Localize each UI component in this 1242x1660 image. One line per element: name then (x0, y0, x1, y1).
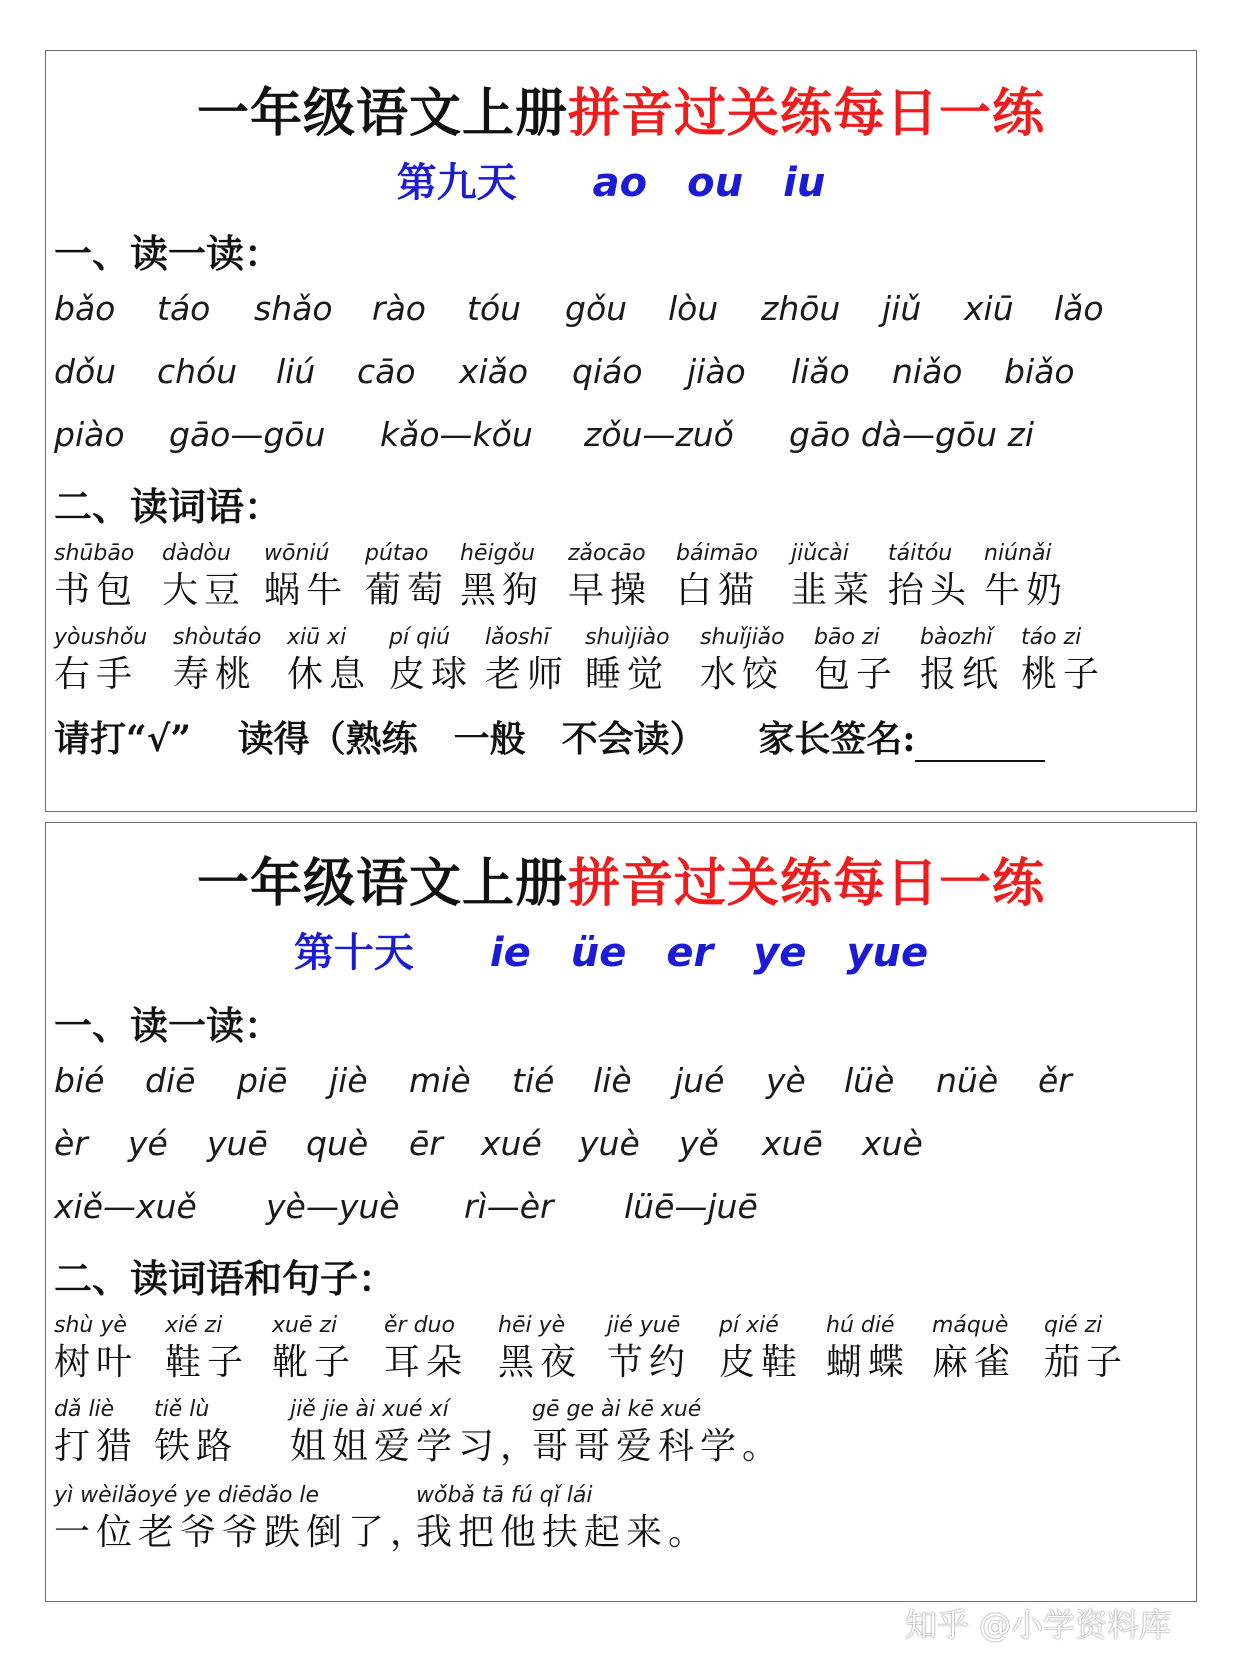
word-hanzi: 大豆 (162, 570, 247, 611)
word-pinyin: qié zi (1044, 1313, 1103, 1338)
pinyin-syllable: chóu (157, 352, 238, 391)
signature-line[interactable] (915, 726, 1045, 762)
word-pinyin: jiǔcài (791, 541, 849, 566)
word-hanzi: 靴子 (272, 1342, 357, 1383)
word-hanzi: 休息 (287, 654, 372, 695)
word-hanzi: 皮球 (389, 654, 474, 695)
day10-title-black: 一年级语文上册 (196, 853, 568, 914)
pinyin-syllable: miè (409, 1061, 471, 1100)
word-item (826, 1311, 910, 1385)
word-item (607, 1311, 691, 1385)
pinyin-syllable: què (306, 1124, 369, 1163)
word-hanzi: 水饺 (700, 654, 785, 695)
pinyin-syllable: xuē (762, 1124, 823, 1163)
pinyin-syllable: lǎo (1054, 289, 1104, 328)
word-hanzi: 黑狗 (460, 570, 545, 611)
word-item (389, 623, 473, 697)
pinyin-syllable: liú (276, 352, 316, 391)
pinyin-syllable: shǎo (254, 289, 333, 328)
word-item (568, 539, 652, 613)
pinyin-pair: gāo—gōu (169, 415, 326, 454)
day9-card (45, 50, 1197, 812)
word-item (384, 1311, 468, 1385)
word-pinyin: pí xié (719, 1313, 779, 1338)
day9-footer (54, 711, 1045, 762)
word-item (700, 623, 785, 697)
day9-rime: ao (592, 160, 648, 206)
word-hanzi: 皮鞋 (719, 1342, 804, 1383)
day9-rime: iu (783, 160, 826, 206)
word-hanzi: 一位老爷爷跌倒了， (54, 1512, 433, 1553)
pinyin-syllable: liè (593, 1061, 632, 1100)
word-pinyin: bàozhǐ (920, 625, 993, 650)
word-item (165, 1311, 249, 1385)
pinyin-syllable: ēr (409, 1124, 443, 1163)
word-item (264, 539, 348, 613)
pinyin-syllable: nüè (936, 1061, 999, 1100)
word-pinyin: hú dié (826, 1313, 895, 1338)
word-hanzi: 葡萄 (365, 570, 450, 611)
day10-rime: yue (846, 930, 929, 976)
word-hanzi: 右手 (54, 654, 139, 695)
word-hanzi: 白猫 (676, 570, 761, 611)
pinyin-syllable: èr (54, 1124, 88, 1163)
word-hanzi: 寿桃 (173, 654, 258, 695)
word-item (54, 1311, 138, 1385)
pinyin-syllable: piē (237, 1061, 288, 1100)
word-pinyin: shūbāo (54, 541, 135, 566)
word-pinyin: pútao (365, 541, 429, 566)
word-item (460, 539, 544, 613)
word-pinyin: gē ge ài kē xué (532, 1397, 702, 1422)
word-pinyin: zǎocāo (568, 541, 646, 566)
word-hanzi: 蝴蝶 (826, 1342, 911, 1383)
pinyin-syllable: ěr (1038, 1061, 1072, 1100)
pinyin-syllable: yuē (207, 1124, 268, 1163)
word-item (814, 623, 898, 697)
day10-rime: er (666, 930, 714, 976)
pinyin-syllable: zhōu (761, 289, 841, 328)
pinyin-syllable: gǒu (565, 289, 628, 328)
word-hanzi: 姐姐爱学习， (290, 1426, 543, 1467)
word-pinyin: niúnǎi (984, 541, 1052, 566)
sentence-item (416, 1481, 710, 1555)
word-pinyin: táitóu (888, 541, 953, 566)
word-hanzi: 韭菜 (791, 570, 876, 611)
reading-rating: 读得（熟练 一般 不会读） (237, 718, 706, 760)
pinyin-syllable: niǎo (892, 352, 963, 391)
word-pinyin: báimāo (676, 541, 758, 566)
pinyin-syllable: xuè (862, 1124, 923, 1163)
pinyin-pair: kǎo—kǒu (380, 415, 533, 454)
word-item (154, 1395, 238, 1469)
word-item (920, 623, 1004, 697)
pinyin-pair: rì—èr (464, 1187, 554, 1226)
word-hanzi: 麻雀 (932, 1342, 1017, 1383)
pinyin-syllable: jué (674, 1061, 725, 1100)
word-item (676, 539, 760, 613)
word-pinyin: hēigǒu (460, 541, 535, 566)
word-item (162, 539, 246, 613)
pinyin-pair: yè—yuè (266, 1187, 400, 1226)
word-item (54, 623, 147, 697)
word-hanzi: 早操 (568, 570, 653, 611)
word-pinyin: ěr duo (384, 1313, 455, 1338)
day9-subtitle (46, 151, 1196, 208)
word-hanzi: 睡觉 (585, 654, 670, 695)
word-item (984, 539, 1068, 613)
pinyin-syllable: cāo (357, 352, 416, 391)
word-pinyin: wǒbǎ tā fú qǐ lái (416, 1483, 593, 1508)
word-pinyin: lǎoshī (485, 625, 550, 650)
word-pinyin: shuǐjiǎo (700, 625, 785, 650)
word-pinyin: dǎ liè (54, 1397, 115, 1422)
word-pinyin: xiū xi (287, 625, 347, 650)
word-hanzi: 鞋子 (165, 1342, 250, 1383)
word-hanzi: 书包 (54, 570, 139, 611)
pinyin-syllable: xiǎo (459, 352, 529, 391)
word-hanzi: 黑夜 (498, 1342, 583, 1383)
word-pinyin: pí qiú (389, 625, 451, 650)
word-item (1044, 1311, 1128, 1385)
day9-rime: ou (687, 160, 744, 206)
word-hanzi: 铁路 (154, 1426, 239, 1467)
word-item (272, 1311, 356, 1385)
pinyin-syllable: yè (766, 1061, 806, 1100)
pinyin-syllable: yuè (579, 1124, 640, 1163)
word-pinyin: yì wèilǎoyé ye diēdǎo le (54, 1483, 320, 1508)
word-hanzi: 哥哥爱科学。 (532, 1426, 785, 1467)
pinyin-syllable: yě (679, 1124, 719, 1163)
day10-section-words: 二、读词语和句子： (54, 1256, 397, 1301)
word-item (498, 1311, 582, 1385)
word-pinyin: dàdòu (162, 541, 231, 566)
word-hanzi: 报纸 (920, 654, 1005, 695)
word-item (290, 1395, 542, 1469)
word-item (532, 1395, 784, 1469)
word-pinyin: hēi yè (498, 1313, 566, 1338)
word-pinyin: wōniú (264, 541, 330, 566)
word-item (287, 623, 371, 697)
word-pinyin: shòutáo (173, 625, 262, 650)
word-hanzi: 茄子 (1044, 1342, 1129, 1383)
word-item (1021, 623, 1105, 697)
pinyin-syllable: xiū (964, 289, 1014, 328)
word-item (485, 623, 569, 697)
pinyin-syllable: biǎo (1004, 352, 1075, 391)
pinyin-syllable: xué (481, 1124, 542, 1163)
day10-rime: üe (570, 930, 627, 976)
word-item (791, 539, 875, 613)
day10-card (45, 822, 1197, 1602)
word-hanzi: 耳朵 (384, 1342, 469, 1383)
pinyin-syllable: yé (128, 1124, 168, 1163)
word-hanzi: 节约 (607, 1342, 692, 1383)
pinyin-syllable: bǎo (54, 289, 116, 328)
word-hanzi: 包子 (814, 654, 899, 695)
word-hanzi: 打猎 (54, 1426, 139, 1467)
day9-section-words: 二、读词语： (54, 484, 283, 529)
pinyin-syllable: jiào (687, 352, 746, 391)
watermark: 知乎 @小学资料库 (905, 1606, 1172, 1644)
day9-section-read: 一、读一读： (54, 231, 283, 276)
pinyin-syllable: tié (512, 1061, 555, 1100)
pinyin-syllable: tóu (467, 289, 522, 328)
sentence-item (54, 1481, 432, 1555)
parent-signature-label: 家长签名: (758, 718, 916, 760)
pinyin-syllable: jiǔ (882, 289, 922, 328)
word-pinyin: shù yè (54, 1313, 127, 1338)
pinyin-syllable: liǎo (791, 352, 850, 391)
pinyin-pair: zǒu—zuǒ (584, 415, 734, 454)
pinyin-syllable: qiáo (572, 352, 643, 391)
pinyin-syllable: bié (54, 1061, 105, 1100)
word-hanzi: 桃子 (1021, 654, 1106, 695)
day10-subtitle (46, 921, 1196, 978)
day10-title (46, 841, 1196, 916)
pinyin-pair: xiě—xuě (54, 1187, 197, 1226)
word-item (54, 1395, 138, 1469)
day10-title-red: 拼音过关练每日一练 (568, 853, 1046, 914)
pinyin-syllable: táo (157, 289, 211, 328)
day9-title (46, 71, 1196, 146)
pinyin-syllable: lüè (844, 1061, 895, 1100)
pinyin-syllable: rào (372, 289, 426, 328)
word-hanzi: 老师 (485, 654, 570, 695)
pinyin-syllable: dǒu (54, 352, 117, 391)
pinyin-syllable: piào (54, 415, 125, 454)
check-instruction: 请打“√” (54, 718, 192, 760)
word-pinyin: jiě jie ài xué xí (290, 1397, 449, 1422)
word-pinyin: bāo zi (814, 625, 880, 650)
pinyin-pair: lüē—juē (624, 1187, 758, 1226)
word-hanzi: 我把他扶起来。 (416, 1512, 711, 1553)
pinyin-syllable: diē (145, 1061, 196, 1100)
word-pinyin: tiě lù (154, 1397, 210, 1422)
word-item (932, 1311, 1016, 1385)
day10-section-read: 一、读一读： (54, 1003, 283, 1048)
word-pinyin: táo zi (1021, 625, 1082, 650)
day9-title-black: 一年级语文上册 (196, 83, 568, 144)
day10-day-label: 第十天 (293, 929, 414, 976)
word-item (888, 539, 972, 613)
word-item (365, 539, 449, 613)
word-item (54, 539, 138, 613)
word-hanzi: 树叶 (54, 1342, 139, 1383)
word-item (173, 623, 261, 697)
word-pinyin: yòushǒu (54, 625, 148, 650)
word-hanzi: 抬头 (888, 570, 973, 611)
day10-rime: ie (489, 930, 531, 976)
word-item (585, 623, 670, 697)
word-hanzi: 牛奶 (984, 570, 1069, 611)
day9-day-label: 第九天 (396, 159, 517, 206)
word-pinyin: máquè (932, 1313, 1009, 1338)
word-pinyin: xié zi (165, 1313, 223, 1338)
word-item (719, 1311, 803, 1385)
pinyin-pair: gāo dà—gōu zi (789, 415, 1035, 454)
word-pinyin: xuē zi (272, 1313, 338, 1338)
day9-title-red: 拼音过关练每日一练 (568, 83, 1046, 144)
word-pinyin: jié yuē (607, 1313, 681, 1338)
pinyin-syllable: lòu (668, 289, 719, 328)
word-pinyin: shuìjiào (585, 625, 670, 650)
pinyin-syllable: jiè (329, 1061, 368, 1100)
day10-rime: ye (753, 930, 807, 976)
word-hanzi: 蜗牛 (264, 570, 349, 611)
